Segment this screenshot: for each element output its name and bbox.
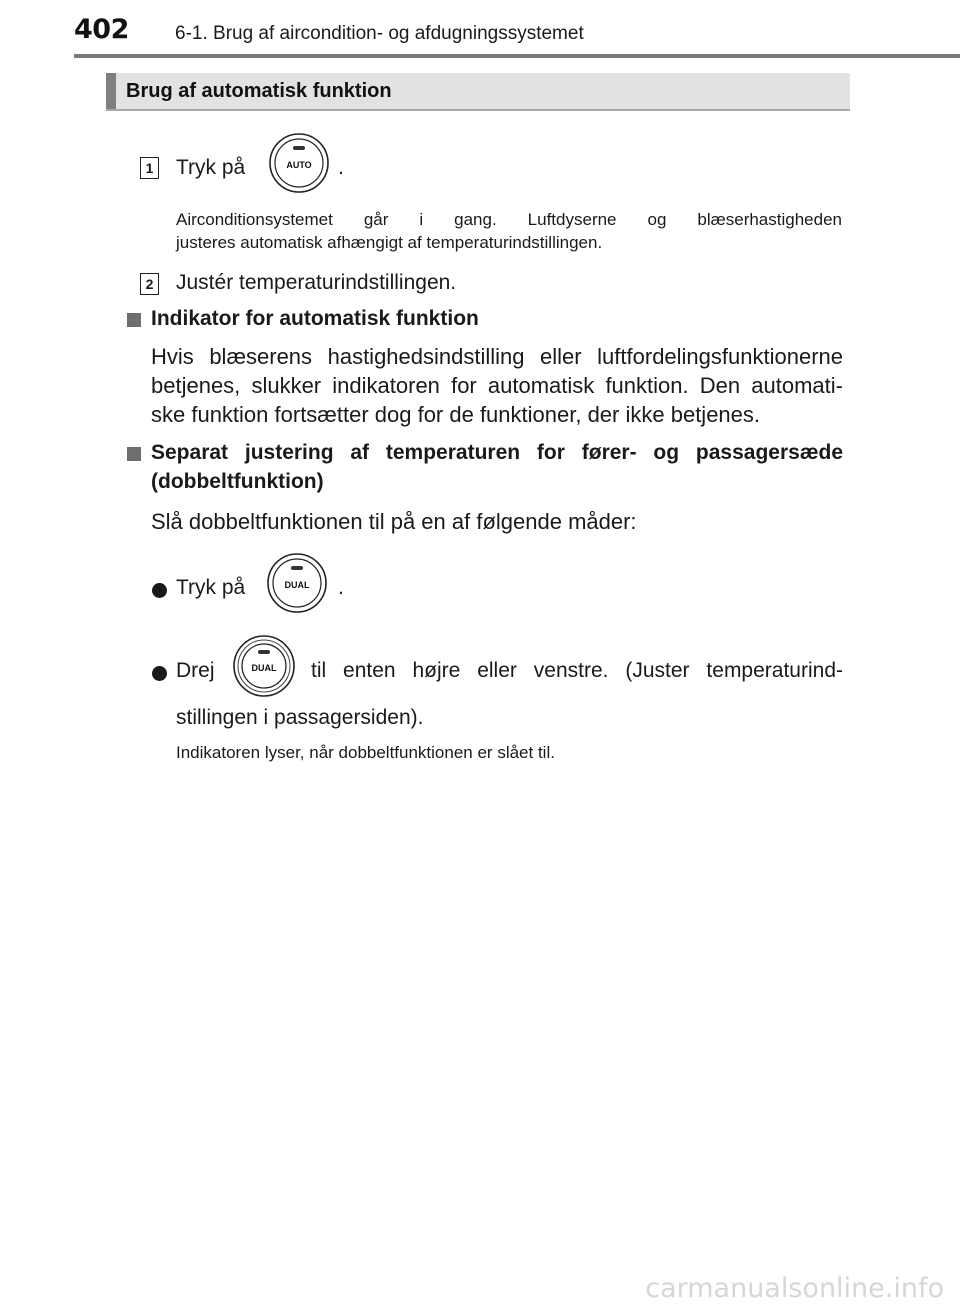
dual-dial-label: DUAL [251, 663, 277, 673]
option-1-text: Tryk på [176, 576, 246, 599]
step-1-note-line-2: justeres automatisk afhængigt af temperaturindstillingen. [176, 233, 603, 252]
step-1-text: Tryk på [176, 156, 246, 179]
auto-button-label: AUTO [286, 160, 312, 170]
round-bullet-icon [152, 583, 167, 598]
square-bullet-icon [127, 313, 141, 327]
section-title: Brug af automatisk funktion [126, 80, 392, 102]
dual-intro: Slå dobbeltfunktionen til på en af følgende måder: [151, 509, 637, 534]
indicator-line-3: ske funktion fortsætter dog for de funktioner, der ikke betjenes. [151, 402, 761, 427]
page-number: 402 [74, 14, 129, 45]
section-heading-bar [106, 73, 850, 111]
option-2-text: Drej [176, 659, 215, 682]
dual-dial-icon [232, 634, 296, 698]
option-2-line-2: stillingen i passagersiden). [176, 706, 424, 729]
chapter-title: 6-1. Brug af aircondition- og afdugningssystemet [175, 23, 584, 44]
square-bullet-icon [127, 447, 141, 461]
step-number-1: 1 [140, 157, 159, 179]
dual-heading-line-1: Separat justering af temperaturen for fører- og passagersæde [151, 441, 843, 464]
round-bullet-icon [152, 666, 167, 681]
dual-button-label: DUAL [284, 580, 310, 590]
step-1-note-line-1: Airconditionsystemet går i gang. Luftdyserne og blæserhastigheden [176, 210, 842, 229]
indicator-line-1: Hvis blæserens hastighedsindstilling eller luftfordelingsfunktionerne [151, 344, 843, 369]
dual-note: Indikatoren lyser, når dobbeltfunktionen er slået til. [176, 743, 555, 762]
option-2-line-1: til enten højre eller venstre. (Juster temperaturind- [311, 659, 843, 682]
indicator-heading: Indikator for automatisk funktion [151, 307, 479, 330]
dual-heading-line-2: (dobbeltfunktion) [151, 470, 324, 493]
auto-button-icon [268, 132, 330, 194]
step-2-text: Justér temperaturindstillingen. [176, 271, 457, 294]
section-accent [106, 73, 116, 109]
watermark: carmanualsonline.info [645, 1273, 944, 1304]
dual-button-icon [266, 552, 328, 614]
step-1-period: . [338, 156, 344, 179]
indicator-line-2: betjenes, slukker indikatoren for automatisk funktion. Den automati- [151, 373, 843, 398]
header-rule [74, 54, 960, 58]
step-number-2: 2 [140, 273, 159, 295]
option-1-period: . [338, 576, 344, 599]
